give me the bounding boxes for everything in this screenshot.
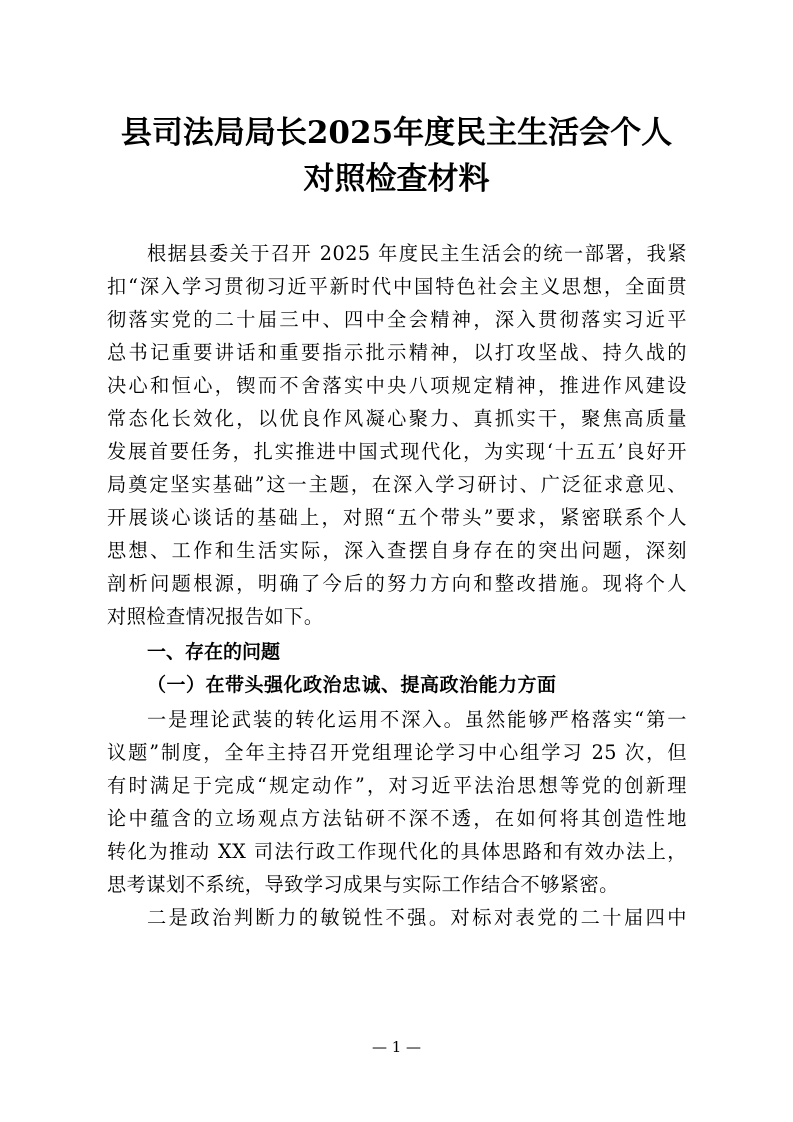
- intro-line-10: 思想、工作和生活实际，深入查摆自身存在的突出问题，深刻: [107, 539, 687, 562]
- intro-line-3: 彻落实党的二十届三中、四中全会精神，深入贯彻落实习近平: [107, 308, 687, 331]
- intro-line-8: 局奠定坚实基础”这一主题，在深入学习研讨、广泛征求意见、: [107, 473, 687, 496]
- intro-line-9: 开展谈心谈话的基础上，对照“五个带头”要求，紧密联系个人: [107, 506, 687, 529]
- intro-line-6: 常态化长效化，以优良作风凝心聚力、真抓实干，聚焦高质量: [107, 407, 687, 430]
- document-title-line-2: 对照检查材料: [303, 161, 490, 197]
- intro-line-1: 根据县委关于召开 2025 年度民主生活会的统一部署，我紧: [147, 242, 687, 265]
- intro-line-12: 对照检查情况报告如下。: [107, 605, 324, 628]
- para1-line-2: 议题”制度，全年主持召开党组理论学习中心组学习 25 次，但: [107, 741, 687, 764]
- document-title-line-1: 县司法局局长2025年度民主生活会个人: [120, 115, 673, 151]
- para1-line-4: 论中蕴含的立场观点方法钻研不深不透，在如何将其创造性地: [107, 807, 687, 830]
- subsection-heading-political-loyalty: （一）在带头强化政治忠诚、提高政治能力方面: [147, 674, 557, 696]
- para2-line-1: 二是政治判断力的敏锐性不强。对标对表党的二十届四中: [147, 906, 687, 929]
- page-number: — 1 —: [371, 1038, 422, 1056]
- section-heading-problems: 一、存在的问题: [147, 641, 281, 663]
- para1-line-3: 有时满足于完成“规定动作”，对习近平法治思想等党的创新理: [107, 774, 687, 797]
- intro-line-7: 发展首要任务，扎实推进中国式现代化，为实现‘十五五’良好开: [107, 440, 687, 463]
- para1-line-5: 转化为推动 XX 司法行政工作现代化的具体思路和有效办法上，: [107, 840, 687, 863]
- intro-line-5: 决心和恒心，锲而不舍落实中央八项规定精神，推进作风建设: [107, 374, 687, 397]
- intro-line-11: 剖析问题根源，明确了今后的努力方向和整改措施。现将个人: [107, 572, 687, 595]
- intro-line-4: 总书记重要讲话和重要指示批示精神，以打攻坚战、持久战的: [107, 341, 687, 364]
- para1-line-1: 一是理论武装的转化运用不深入。虽然能够严格落实“第一: [147, 708, 687, 731]
- para1-line-6: 思考谋划不系统，导致学习成果与实际工作结合不够紧密。: [107, 873, 619, 896]
- intro-line-2: 扣“深入学习贯彻习近平新时代中国特色社会主义思想，全面贯: [107, 275, 687, 298]
